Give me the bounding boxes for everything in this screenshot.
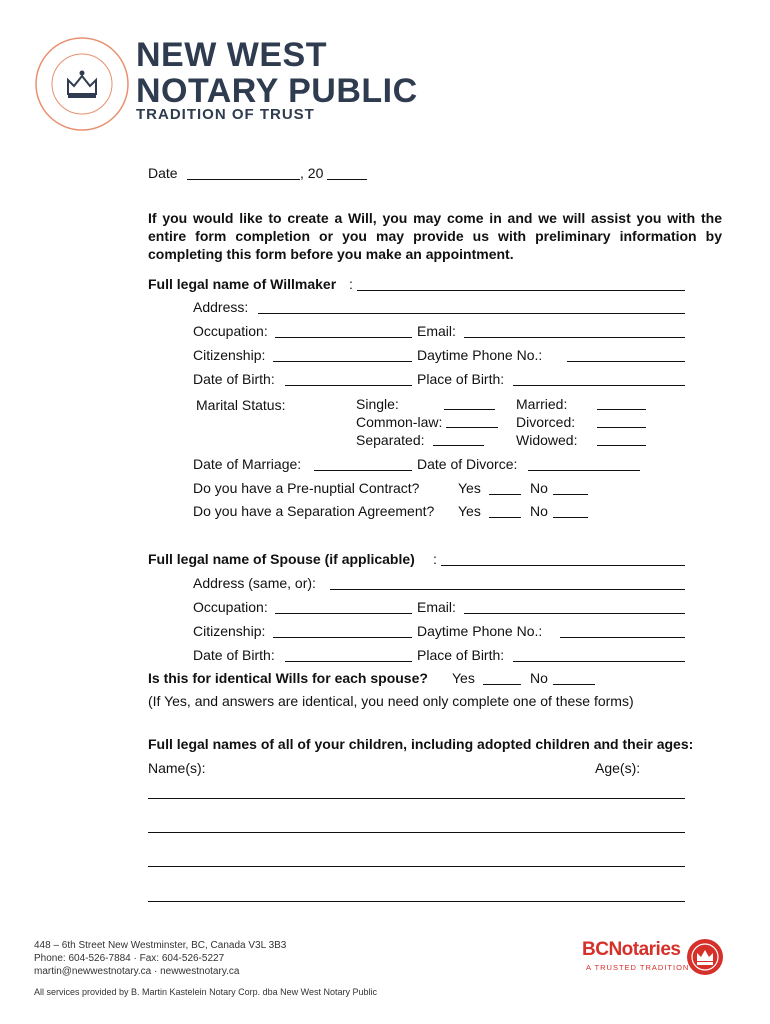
separated-label: Separated:	[356, 432, 425, 448]
willmaker-phone-field[interactable]	[567, 361, 685, 362]
willmaker-address-label: Address:	[193, 299, 249, 315]
spouse-email-label: Email:	[417, 599, 456, 615]
footer-services: All services provided by B. Martin Kastelein Notary Corp. dba New West Notary Public	[34, 987, 377, 997]
identical-yes-field[interactable]	[483, 684, 521, 685]
willmaker-email-field[interactable]	[464, 337, 685, 338]
spouse-dob-field[interactable]	[285, 661, 412, 662]
date-field[interactable]	[187, 179, 300, 180]
date-label: Date	[148, 165, 178, 181]
identical-note: (If Yes, and answers are identical, you need only complete one of these forms)	[148, 693, 634, 709]
bc-notaries-logo	[582, 939, 732, 979]
child-line-1[interactable]	[148, 798, 685, 799]
widowed-label: Widowed:	[516, 432, 578, 448]
date-of-divorce-label: Date of Divorce:	[417, 456, 518, 472]
footer-address: 448 – 6th Street New Westminster, BC, Canada V3L 3B3	[34, 940, 287, 951]
spouse-pob-label: Place of Birth:	[417, 647, 505, 663]
willmaker-pob-label: Place of Birth:	[417, 371, 505, 387]
prenup-no-label: No	[530, 480, 548, 496]
footer-web: martin@newwestnotary.ca · newwestnotary.ca	[34, 966, 240, 977]
divorced-field[interactable]	[597, 427, 646, 428]
common-law-field[interactable]	[446, 427, 498, 428]
child-line-2[interactable]	[148, 832, 685, 833]
divorced-label: Divorced:	[516, 414, 576, 430]
common-law-label: Common-law:	[356, 414, 443, 430]
spouse-name-field[interactable]	[441, 565, 685, 566]
willmaker-citizenship-field[interactable]	[273, 361, 412, 362]
children-ages-label: Age(s):	[595, 760, 641, 776]
married-field[interactable]	[597, 409, 646, 410]
willmaker-phone-label: Daytime Phone No.:	[417, 347, 543, 363]
spouse-colon: :	[433, 551, 437, 567]
willmaker-occupation-field[interactable]	[275, 337, 412, 338]
brand-line2: NOTARY PUBLIC	[136, 72, 418, 110]
child-line-4[interactable]	[148, 901, 685, 902]
single-label: Single:	[356, 396, 399, 412]
brand-line1: NEW WEST	[136, 36, 327, 74]
bc-notaries-wordmark: BCNotaries	[582, 939, 681, 960]
willmaker-colon: :	[349, 276, 353, 292]
brand-tagline: TRADITION OF TRUST	[136, 106, 315, 123]
seal-logo	[34, 36, 130, 132]
willmaker-citizenship-label: Citizenship:	[193, 347, 266, 363]
children-names-label: Name(s):	[148, 760, 206, 776]
bc-notaries-tagline: A TRUSTED TRADITION	[586, 963, 690, 972]
separation-no-field[interactable]	[553, 517, 588, 518]
spouse-email-field[interactable]	[464, 613, 685, 614]
separation-no-label: No	[530, 503, 548, 519]
single-field[interactable]	[444, 409, 495, 410]
spouse-citizenship-label: Citizenship:	[193, 623, 266, 639]
identical-no-label: No	[530, 670, 548, 686]
spouse-occupation-field[interactable]	[275, 613, 412, 614]
separation-yes-label: Yes	[458, 503, 481, 519]
children-heading: Full legal names of all of your children, including adopted children and their ages:	[148, 736, 694, 752]
date-of-divorce-field[interactable]	[528, 470, 640, 471]
willmaker-heading: Full legal name of Willmaker	[148, 276, 337, 292]
spouse-pob-field[interactable]	[513, 661, 685, 662]
date-of-marriage-field[interactable]	[314, 470, 412, 471]
spouse-address-label: Address (same, or):	[193, 575, 316, 591]
married-label: Married:	[516, 396, 568, 412]
spouse-heading: Full legal name of Spouse (if applicable)	[148, 551, 415, 567]
spouse-dob-label: Date of Birth:	[193, 647, 275, 663]
prenup-no-field[interactable]	[553, 494, 588, 495]
willmaker-pob-field[interactable]	[513, 385, 685, 386]
prenup-yes-field[interactable]	[489, 494, 521, 495]
identical-no-field[interactable]	[553, 684, 595, 685]
intro-paragraph: If you would like to create a Will, you may come in and we will assist you with the entire form completion or you may provide us with preliminary information by completing this form before you make an appointment.	[148, 210, 722, 262]
child-line-3[interactable]	[148, 866, 685, 867]
spouse-citizenship-field[interactable]	[273, 637, 412, 638]
year-field[interactable]	[327, 179, 367, 180]
willmaker-dob-label: Date of Birth:	[193, 371, 275, 387]
prenup-yes-label: Yes	[458, 480, 481, 496]
prenup-question: Do you have a Pre-nuptial Contract?	[193, 480, 420, 496]
spouse-phone-field[interactable]	[560, 637, 685, 638]
willmaker-dob-field[interactable]	[285, 385, 412, 386]
willmaker-occupation-label: Occupation:	[193, 323, 268, 339]
willmaker-name-field[interactable]	[357, 290, 685, 291]
widowed-field[interactable]	[597, 445, 646, 446]
footer-phone: Phone: 604-526-7884 · Fax: 604-526-5227	[34, 953, 225, 964]
spouse-phone-label: Daytime Phone No.:	[417, 623, 543, 639]
separated-field[interactable]	[433, 445, 484, 446]
spouse-occupation-label: Occupation:	[193, 599, 268, 615]
willmaker-email-label: Email:	[417, 323, 456, 339]
willmaker-address-field[interactable]	[258, 313, 685, 314]
spouse-address-field[interactable]	[330, 589, 685, 590]
separation-yes-field[interactable]	[489, 517, 521, 518]
marital-status-label: Marital Status:	[196, 397, 286, 413]
date-of-marriage-label: Date of Marriage:	[193, 456, 302, 472]
identical-yes-label: Yes	[452, 670, 475, 686]
year-prefix: , 20	[300, 165, 324, 181]
identical-question: Is this for identical Wills for each spouse?	[148, 670, 428, 686]
separation-question: Do you have a Separation Agreement?	[193, 503, 435, 519]
bc-notaries-emblem	[685, 937, 725, 977]
